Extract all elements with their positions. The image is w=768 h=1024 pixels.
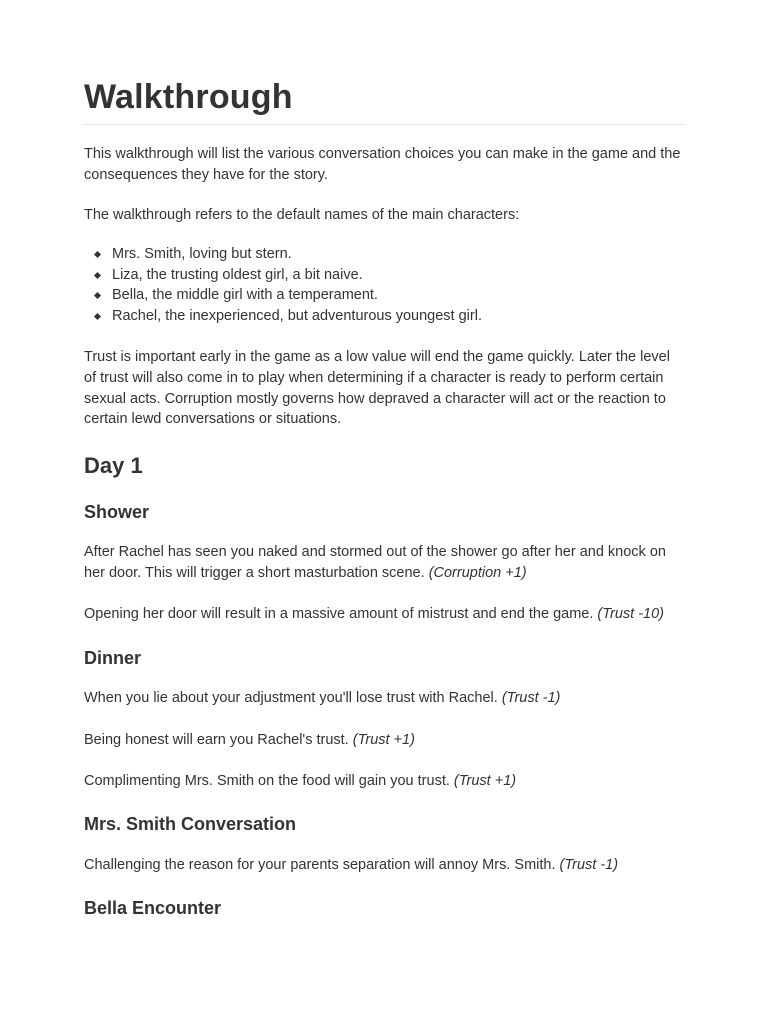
dinner-paragraph-1-effect: (Trust -1) bbox=[501, 690, 561, 706]
dinner-paragraph-2 bbox=[84, 730, 686, 751]
dinner-paragraph-3 bbox=[84, 771, 686, 792]
dinner-paragraph-1-text: When you lie about your adjustment you'll lose trust with Rachel. bbox=[84, 690, 498, 706]
diamond-bullet-icon bbox=[94, 292, 101, 299]
dinner-paragraph-3-effect: (Trust +1) bbox=[453, 773, 517, 789]
bella-encounter-heading: Bella Encounter bbox=[84, 898, 222, 918]
character-text: Rachel, the inexperienced, but adventurous youngest girl. bbox=[112, 307, 482, 324]
dinner-heading: Dinner bbox=[84, 648, 142, 668]
list-item bbox=[84, 244, 684, 265]
mrs-smith-paragraph-1-effect: (Trust -1) bbox=[559, 857, 619, 873]
mrs-smith-paragraph-1 bbox=[84, 855, 686, 876]
shower-paragraph-2-text: Opening her door will result in a massive amount of mistrust and end the game. bbox=[84, 606, 594, 622]
character-list bbox=[84, 244, 684, 326]
day-1-heading: Day 1 bbox=[84, 453, 143, 478]
mrs-smith-paragraph-1-text: Challenging the reason for your parents separation will annoy Mrs. Smith. bbox=[84, 857, 556, 873]
list-item bbox=[84, 285, 684, 306]
diamond-bullet-icon bbox=[94, 251, 101, 258]
character-text: Mrs. Smith, loving but stern. bbox=[112, 246, 292, 262]
diamond-bullet-icon bbox=[94, 272, 101, 279]
dinner-paragraph-2-effect: (Trust +1) bbox=[352, 732, 415, 748]
character-text: Bella, the middle girl with a temperament. bbox=[112, 287, 378, 304]
shower-heading: Shower bbox=[84, 502, 150, 522]
dinner-paragraph-1 bbox=[84, 688, 686, 709]
list-item bbox=[84, 306, 684, 327]
intro-paragraph-2: The walkthrough refers to the default names of the main characters: bbox=[84, 207, 520, 223]
shower-paragraph-1-text: After Rachel has seen you naked and stormed out of the shower go after her and knock on her door. This will trigger a short masturbation scene. bbox=[84, 544, 666, 581]
title-divider bbox=[84, 124, 684, 125]
character-text: Liza, the trusting oldest girl, a bit naive. bbox=[112, 266, 363, 283]
intro-paragraph-1: This walkthrough will list the various conversation choices you can make in the game and the consequences they have for the story. bbox=[84, 146, 681, 183]
mrs-smith-conversation-heading: Mrs. Smith Conversation bbox=[84, 814, 297, 834]
page-title: Walkthrough bbox=[84, 78, 293, 116]
dinner-paragraph-2-text: Being honest will earn you Rachel's trust. bbox=[84, 732, 349, 748]
dinner-paragraph-3-text: Complimenting Mrs. Smith on the food will gain you trust. bbox=[84, 773, 450, 789]
list-item bbox=[84, 265, 684, 286]
shower-paragraph-2-effect: (Trust -10) bbox=[597, 606, 665, 622]
intro-paragraph-3: Trust is important early in the game as a low value will end the game quickly. Later the level of trust will also come in to play when determining if a character is ready to perform certain sexual acts. Corruption mostly governs how depraved a character will act or the reaction to certain lewd conversations or situations. bbox=[84, 349, 670, 428]
diamond-bullet-icon bbox=[94, 313, 101, 320]
shower-paragraph-1 bbox=[84, 542, 686, 584]
shower-paragraph-2 bbox=[84, 604, 686, 625]
shower-paragraph-1-effect: (Corruption +1) bbox=[428, 564, 527, 581]
